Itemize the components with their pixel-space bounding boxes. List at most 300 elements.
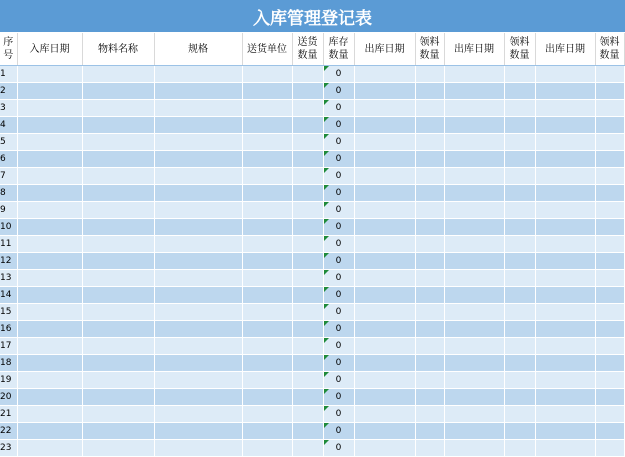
cell-spec[interactable] [154,406,242,423]
cell-stock-qty[interactable]: 0 [323,151,354,168]
cell-stock-qty[interactable]: 0 [323,219,354,236]
cell-stock-qty[interactable]: 0 [323,287,354,304]
cell-material-name[interactable] [82,202,154,219]
cell-supplier[interactable] [242,406,292,423]
cell-issue-qty-2[interactable] [504,338,535,355]
cell-out-date-1[interactable] [354,287,415,304]
cell-issue-qty-2[interactable] [504,185,535,202]
cell-issue-qty-3[interactable] [595,236,624,253]
cell-out-date-3[interactable] [535,151,595,168]
cell-spec[interactable] [154,185,242,202]
cell-supplier[interactable] [242,270,292,287]
cell-material-name[interactable] [82,423,154,440]
cell-stock-qty[interactable]: 0 [323,83,354,100]
cell-in-date[interactable] [17,270,82,287]
cell-issue-qty-3[interactable] [595,372,624,389]
cell-out-date-2[interactable] [444,236,504,253]
cell-issue-qty-2[interactable] [504,219,535,236]
cell-in-date[interactable] [17,355,82,372]
cell-in-date[interactable] [17,253,82,270]
cell-issue-qty-2[interactable] [504,134,535,151]
header-material-name[interactable]: 物料名称 [82,33,154,66]
cell-issue-qty-3[interactable] [595,270,624,287]
cell-material-name[interactable] [82,236,154,253]
cell-material-name[interactable] [82,270,154,287]
cell-out-date-3[interactable] [535,168,595,185]
cell-issue-qty-1[interactable] [415,389,444,406]
cell-issue-qty-1[interactable] [415,168,444,185]
cell-issue-qty-2[interactable] [504,304,535,321]
cell-material-name[interactable] [82,168,154,185]
cell-out-date-1[interactable] [354,66,415,83]
cell-seq[interactable]: 14 [0,287,17,304]
cell-material-name[interactable] [82,321,154,338]
cell-spec[interactable] [154,440,242,457]
cell-delivery-qty[interactable] [292,270,323,287]
cell-supplier[interactable] [242,287,292,304]
cell-supplier[interactable] [242,304,292,321]
cell-supplier[interactable] [242,321,292,338]
cell-in-date[interactable] [17,287,82,304]
cell-spec[interactable] [154,100,242,117]
cell-material-name[interactable] [82,134,154,151]
header-out-date-2[interactable]: 出库日期 [444,33,504,66]
cell-out-date-1[interactable] [354,134,415,151]
cell-seq[interactable]: 23 [0,440,17,457]
cell-out-date-2[interactable] [444,202,504,219]
cell-seq[interactable]: 2 [0,83,17,100]
cell-supplier[interactable] [242,253,292,270]
cell-issue-qty-2[interactable] [504,270,535,287]
cell-out-date-2[interactable] [444,372,504,389]
cell-issue-qty-3[interactable] [595,100,624,117]
cell-issue-qty-3[interactable] [595,83,624,100]
cell-supplier[interactable] [242,168,292,185]
cell-out-date-2[interactable] [444,338,504,355]
cell-issue-qty-1[interactable] [415,372,444,389]
cell-delivery-qty[interactable] [292,338,323,355]
cell-issue-qty-3[interactable] [595,202,624,219]
cell-material-name[interactable] [82,389,154,406]
header-out-date-1[interactable]: 出库日期 [354,33,415,66]
cell-out-date-3[interactable] [535,236,595,253]
cell-out-date-1[interactable] [354,338,415,355]
cell-out-date-2[interactable] [444,270,504,287]
cell-out-date-1[interactable] [354,372,415,389]
cell-material-name[interactable] [82,304,154,321]
header-issue-qty-1[interactable]: 领料 数量 [415,33,444,66]
cell-out-date-3[interactable] [535,117,595,134]
cell-stock-qty[interactable]: 0 [323,117,354,134]
cell-supplier[interactable] [242,219,292,236]
cell-out-date-1[interactable] [354,202,415,219]
cell-seq[interactable]: 21 [0,406,17,423]
cell-out-date-2[interactable] [444,440,504,457]
cell-out-date-2[interactable] [444,389,504,406]
cell-delivery-qty[interactable] [292,423,323,440]
cell-supplier[interactable] [242,440,292,457]
cell-spec[interactable] [154,287,242,304]
cell-out-date-1[interactable] [354,168,415,185]
cell-supplier[interactable] [242,151,292,168]
cell-material-name[interactable] [82,117,154,134]
cell-stock-qty[interactable]: 0 [323,270,354,287]
cell-material-name[interactable] [82,219,154,236]
cell-issue-qty-2[interactable] [504,83,535,100]
cell-supplier[interactable] [242,389,292,406]
cell-spec[interactable] [154,423,242,440]
cell-material-name[interactable] [82,253,154,270]
cell-supplier[interactable] [242,355,292,372]
cell-delivery-qty[interactable] [292,66,323,83]
cell-delivery-qty[interactable] [292,372,323,389]
cell-out-date-1[interactable] [354,151,415,168]
cell-out-date-1[interactable] [354,406,415,423]
cell-issue-qty-3[interactable] [595,134,624,151]
cell-out-date-2[interactable] [444,100,504,117]
cell-issue-qty-1[interactable] [415,236,444,253]
cell-issue-qty-3[interactable] [595,253,624,270]
cell-stock-qty[interactable]: 0 [323,304,354,321]
cell-issue-qty-3[interactable] [595,151,624,168]
cell-delivery-qty[interactable] [292,440,323,457]
cell-out-date-2[interactable] [444,151,504,168]
cell-out-date-2[interactable] [444,117,504,134]
cell-stock-qty[interactable]: 0 [323,100,354,117]
cell-delivery-qty[interactable] [292,406,323,423]
cell-stock-qty[interactable]: 0 [323,423,354,440]
cell-material-name[interactable] [82,406,154,423]
cell-issue-qty-1[interactable] [415,185,444,202]
cell-spec[interactable] [154,321,242,338]
cell-spec[interactable] [154,372,242,389]
cell-out-date-1[interactable] [354,100,415,117]
cell-issue-qty-3[interactable] [595,338,624,355]
cell-delivery-qty[interactable] [292,219,323,236]
header-in-date[interactable]: 入库日期 [17,33,82,66]
cell-out-date-1[interactable] [354,236,415,253]
cell-issue-qty-2[interactable] [504,406,535,423]
cell-stock-qty[interactable]: 0 [323,66,354,83]
cell-issue-qty-1[interactable] [415,202,444,219]
cell-out-date-1[interactable] [354,83,415,100]
cell-out-date-1[interactable] [354,253,415,270]
cell-in-date[interactable] [17,338,82,355]
cell-spec[interactable] [154,219,242,236]
cell-delivery-qty[interactable] [292,389,323,406]
cell-spec[interactable] [154,66,242,83]
cell-stock-qty[interactable]: 0 [323,321,354,338]
cell-out-date-3[interactable] [535,372,595,389]
cell-material-name[interactable] [82,185,154,202]
cell-issue-qty-2[interactable] [504,440,535,457]
cell-stock-qty[interactable]: 0 [323,338,354,355]
cell-issue-qty-3[interactable] [595,219,624,236]
cell-out-date-1[interactable] [354,304,415,321]
cell-in-date[interactable] [17,100,82,117]
cell-material-name[interactable] [82,440,154,457]
header-issue-qty-3[interactable]: 领料 数量 [595,33,624,66]
cell-issue-qty-1[interactable] [415,355,444,372]
header-stock-qty[interactable]: 库存 数量 [323,33,354,66]
cell-spec[interactable] [154,389,242,406]
header-out-date-3[interactable]: 出库日期 [535,33,595,66]
cell-out-date-1[interactable] [354,389,415,406]
cell-stock-qty[interactable]: 0 [323,236,354,253]
cell-material-name[interactable] [82,355,154,372]
cell-supplier[interactable] [242,423,292,440]
cell-in-date[interactable] [17,304,82,321]
cell-issue-qty-1[interactable] [415,270,444,287]
cell-issue-qty-3[interactable] [595,304,624,321]
cell-seq[interactable]: 17 [0,338,17,355]
cell-out-date-3[interactable] [535,202,595,219]
cell-out-date-1[interactable] [354,355,415,372]
cell-out-date-2[interactable] [444,185,504,202]
header-supplier[interactable]: 送货单位 [242,33,292,66]
cell-seq[interactable]: 6 [0,151,17,168]
cell-delivery-qty[interactable] [292,134,323,151]
cell-issue-qty-2[interactable] [504,423,535,440]
cell-seq[interactable]: 10 [0,219,17,236]
cell-seq[interactable]: 15 [0,304,17,321]
cell-out-date-1[interactable] [354,440,415,457]
cell-spec[interactable] [154,338,242,355]
cell-out-date-3[interactable] [535,287,595,304]
cell-issue-qty-3[interactable] [595,117,624,134]
cell-stock-qty[interactable]: 0 [323,372,354,389]
cell-issue-qty-2[interactable] [504,66,535,83]
cell-spec[interactable] [154,355,242,372]
cell-in-date[interactable] [17,134,82,151]
cell-spec[interactable] [154,304,242,321]
cell-out-date-1[interactable] [354,117,415,134]
cell-delivery-qty[interactable] [292,236,323,253]
cell-supplier[interactable] [242,338,292,355]
cell-out-date-3[interactable] [535,389,595,406]
header-spec[interactable]: 规格 [154,33,242,66]
cell-issue-qty-2[interactable] [504,287,535,304]
cell-out-date-3[interactable] [535,406,595,423]
cell-delivery-qty[interactable] [292,185,323,202]
cell-out-date-1[interactable] [354,423,415,440]
cell-delivery-qty[interactable] [292,304,323,321]
cell-material-name[interactable] [82,287,154,304]
cell-out-date-3[interactable] [535,423,595,440]
cell-stock-qty[interactable]: 0 [323,253,354,270]
cell-delivery-qty[interactable] [292,355,323,372]
cell-in-date[interactable] [17,151,82,168]
cell-seq[interactable]: 11 [0,236,17,253]
cell-stock-qty[interactable]: 0 [323,406,354,423]
cell-material-name[interactable] [82,151,154,168]
cell-delivery-qty[interactable] [292,253,323,270]
cell-issue-qty-2[interactable] [504,321,535,338]
cell-out-date-2[interactable] [444,355,504,372]
cell-out-date-3[interactable] [535,440,595,457]
cell-issue-qty-2[interactable] [504,202,535,219]
cell-issue-qty-2[interactable] [504,253,535,270]
cell-out-date-2[interactable] [444,304,504,321]
cell-seq[interactable]: 9 [0,202,17,219]
cell-out-date-3[interactable] [535,304,595,321]
cell-out-date-2[interactable] [444,287,504,304]
cell-issue-qty-1[interactable] [415,219,444,236]
cell-in-date[interactable] [17,321,82,338]
cell-supplier[interactable] [242,185,292,202]
cell-seq[interactable]: 22 [0,423,17,440]
cell-issue-qty-1[interactable] [415,253,444,270]
cell-issue-qty-3[interactable] [595,423,624,440]
cell-issue-qty-2[interactable] [504,151,535,168]
cell-issue-qty-2[interactable] [504,355,535,372]
header-seq[interactable]: 序 号 [0,33,17,66]
cell-issue-qty-3[interactable] [595,389,624,406]
cell-out-date-1[interactable] [354,270,415,287]
cell-issue-qty-2[interactable] [504,236,535,253]
cell-issue-qty-3[interactable] [595,287,624,304]
cell-out-date-2[interactable] [444,168,504,185]
cell-issue-qty-1[interactable] [415,423,444,440]
cell-in-date[interactable] [17,236,82,253]
cell-issue-qty-2[interactable] [504,389,535,406]
cell-spec[interactable] [154,253,242,270]
cell-in-date[interactable] [17,202,82,219]
cell-supplier[interactable] [242,83,292,100]
cell-out-date-2[interactable] [444,134,504,151]
cell-in-date[interactable] [17,423,82,440]
cell-seq[interactable]: 5 [0,134,17,151]
cell-in-date[interactable] [17,372,82,389]
cell-material-name[interactable] [82,338,154,355]
cell-supplier[interactable] [242,202,292,219]
cell-spec[interactable] [154,168,242,185]
cell-in-date[interactable] [17,117,82,134]
cell-issue-qty-1[interactable] [415,151,444,168]
cell-delivery-qty[interactable] [292,168,323,185]
cell-seq[interactable]: 12 [0,253,17,270]
cell-issue-qty-3[interactable] [595,168,624,185]
cell-issue-qty-1[interactable] [415,134,444,151]
cell-out-date-1[interactable] [354,219,415,236]
cell-seq[interactable]: 8 [0,185,17,202]
cell-issue-qty-3[interactable] [595,321,624,338]
cell-issue-qty-1[interactable] [415,440,444,457]
cell-out-date-3[interactable] [535,338,595,355]
cell-out-date-2[interactable] [444,321,504,338]
cell-seq[interactable]: 7 [0,168,17,185]
cell-issue-qty-2[interactable] [504,168,535,185]
cell-out-date-2[interactable] [444,83,504,100]
cell-issue-qty-3[interactable] [595,185,624,202]
cell-stock-qty[interactable]: 0 [323,185,354,202]
cell-issue-qty-2[interactable] [504,100,535,117]
cell-out-date-2[interactable] [444,406,504,423]
cell-material-name[interactable] [82,83,154,100]
cell-spec[interactable] [154,117,242,134]
cell-issue-qty-1[interactable] [415,100,444,117]
cell-delivery-qty[interactable] [292,83,323,100]
cell-out-date-1[interactable] [354,321,415,338]
cell-delivery-qty[interactable] [292,151,323,168]
cell-stock-qty[interactable]: 0 [323,134,354,151]
cell-issue-qty-1[interactable] [415,304,444,321]
cell-seq[interactable]: 1 [0,66,17,83]
cell-out-date-3[interactable] [535,66,595,83]
cell-delivery-qty[interactable] [292,202,323,219]
cell-spec[interactable] [154,202,242,219]
cell-delivery-qty[interactable] [292,117,323,134]
cell-issue-qty-1[interactable] [415,321,444,338]
cell-out-date-3[interactable] [535,100,595,117]
cell-material-name[interactable] [82,66,154,83]
cell-stock-qty[interactable]: 0 [323,355,354,372]
cell-material-name[interactable] [82,372,154,389]
cell-out-date-2[interactable] [444,66,504,83]
cell-issue-qty-3[interactable] [595,406,624,423]
cell-seq[interactable]: 4 [0,117,17,134]
cell-spec[interactable] [154,83,242,100]
cell-supplier[interactable] [242,134,292,151]
cell-stock-qty[interactable]: 0 [323,389,354,406]
cell-out-date-3[interactable] [535,321,595,338]
cell-stock-qty[interactable]: 0 [323,202,354,219]
header-issue-qty-2[interactable]: 领料 数量 [504,33,535,66]
cell-issue-qty-3[interactable] [595,355,624,372]
cell-out-date-3[interactable] [535,270,595,287]
cell-out-date-2[interactable] [444,253,504,270]
cell-seq[interactable]: 16 [0,321,17,338]
cell-spec[interactable] [154,151,242,168]
cell-issue-qty-3[interactable] [595,440,624,457]
cell-out-date-2[interactable] [444,219,504,236]
cell-issue-qty-3[interactable] [595,66,624,83]
cell-out-date-3[interactable] [535,219,595,236]
cell-out-date-3[interactable] [535,355,595,372]
cell-issue-qty-1[interactable] [415,287,444,304]
cell-supplier[interactable] [242,372,292,389]
cell-seq[interactable]: 18 [0,355,17,372]
cell-in-date[interactable] [17,389,82,406]
cell-issue-qty-1[interactable] [415,117,444,134]
cell-supplier[interactable] [242,117,292,134]
cell-spec[interactable] [154,134,242,151]
cell-seq[interactable]: 20 [0,389,17,406]
cell-in-date[interactable] [17,83,82,100]
cell-issue-qty-2[interactable] [504,117,535,134]
cell-delivery-qty[interactable] [292,321,323,338]
cell-issue-qty-1[interactable] [415,83,444,100]
cell-issue-qty-1[interactable] [415,406,444,423]
cell-in-date[interactable] [17,440,82,457]
cell-issue-qty-1[interactable] [415,338,444,355]
cell-supplier[interactable] [242,66,292,83]
cell-out-date-3[interactable] [535,253,595,270]
cell-issue-qty-1[interactable] [415,66,444,83]
cell-stock-qty[interactable]: 0 [323,440,354,457]
cell-in-date[interactable] [17,185,82,202]
cell-spec[interactable] [154,270,242,287]
cell-supplier[interactable] [242,236,292,253]
cell-in-date[interactable] [17,66,82,83]
cell-in-date[interactable] [17,168,82,185]
cell-out-date-3[interactable] [535,134,595,151]
cell-stock-qty[interactable]: 0 [323,168,354,185]
cell-material-name[interactable] [82,100,154,117]
cell-seq[interactable]: 19 [0,372,17,389]
cell-in-date[interactable] [17,219,82,236]
cell-in-date[interactable] [17,406,82,423]
